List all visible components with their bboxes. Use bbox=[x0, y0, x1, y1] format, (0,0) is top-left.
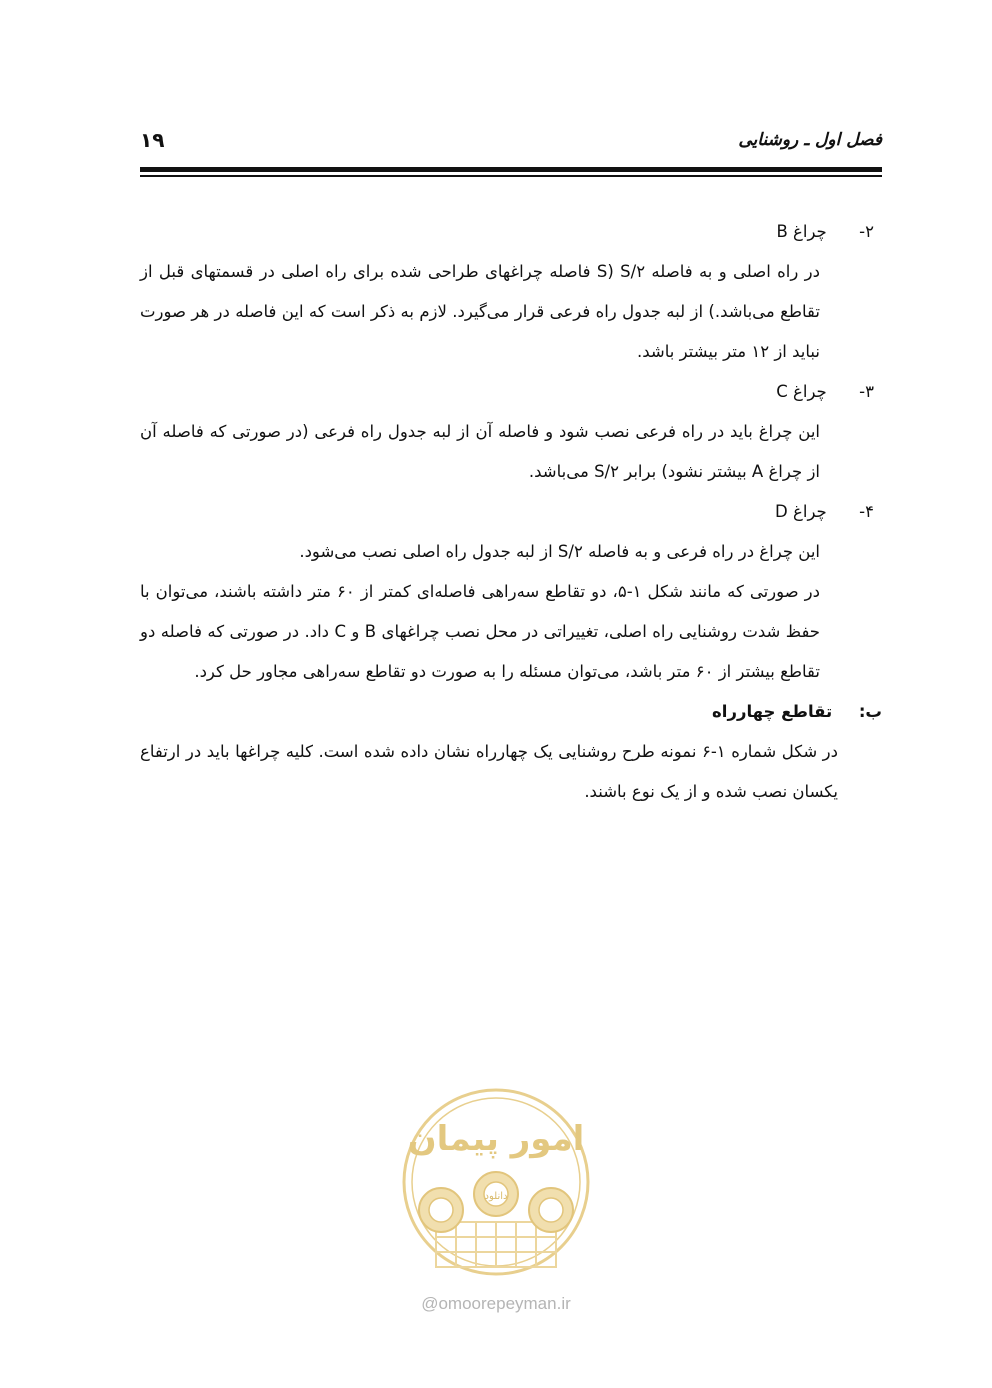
item-lamp-b bbox=[140, 212, 882, 372]
paragraph: این چراغ باید در راه فرعی نصب شود و فاصله آن از لبه جدول راه فرعی (در صورتی که فاصله آن از چراغ A بیشتر نشود) برابر S/۲ می‌باشد. bbox=[140, 422, 820, 481]
page-header bbox=[140, 128, 882, 162]
item-lamp-d bbox=[140, 492, 882, 692]
paragraph: در شکل شماره ۱-۶ نمونه طرح روشنایی یک چهارراه نشان داده شده است. کلیه چراغها باید در ارتفاع یکسان نصب شده و از یک نوع باشند. bbox=[140, 742, 838, 801]
header-rule-thin bbox=[140, 175, 882, 177]
watermark-logo-text: امور پیمان bbox=[407, 1119, 585, 1159]
page-content bbox=[140, 212, 882, 812]
watermark-url: @omoorepeyman.ir bbox=[421, 1294, 571, 1313]
section-four-way-intersection bbox=[140, 692, 882, 812]
item-heading bbox=[140, 212, 882, 252]
item-lamp-c bbox=[140, 372, 882, 492]
item-number: ۳- bbox=[859, 382, 874, 401]
item-title: چراغ B bbox=[776, 222, 827, 241]
item-heading bbox=[140, 372, 882, 412]
item-number: ۴- bbox=[859, 502, 874, 521]
item-title: چراغ D bbox=[775, 502, 827, 521]
paragraph: در راه اصلی و به فاصله S/۲ (S فاصله چراغهای طراحی شده برای راه اصلی در قسمتهای قبل از تقاطع می‌باشد.) از لبه جدول راه فرعی قرار می‌گیرد. لازم به ذکر است که این فاصله در هر صورت نباید از ۱۲ متر بیشتر باشد. bbox=[140, 262, 820, 361]
section-heading bbox=[140, 692, 882, 732]
item-title: چراغ C bbox=[776, 382, 827, 401]
section-marker: ب: bbox=[858, 702, 882, 721]
paragraph: این چراغ در راه فرعی و به فاصله S/۲ از لبه جدول راه اصلی نصب می‌شود. bbox=[299, 542, 820, 561]
header-rule-thick bbox=[140, 167, 882, 172]
page-number: ۱۹ bbox=[140, 128, 165, 152]
paragraph: در صورتی که مانند شکل ۱-۵، دو تقاطع سه‌راهی فاصله‌ای کمتر از ۶۰ متر داشته باشند، می‌توان با حفظ شدت روشنایی راه اصلی، تغییراتی در محل نصب چراغهای B و C داد. در صورتی که فاصله دو تقاطع بیشتر از ۶۰ متر باشد، می‌توان مسئله را به صورت دو تقاطع سه‌راهی مجاور حل کرد. bbox=[140, 582, 820, 681]
section-title: تقاطع چهارراه bbox=[712, 702, 833, 721]
item-number: ۲- bbox=[859, 222, 874, 241]
watermark-emblem-text: دانلود bbox=[484, 1191, 508, 1202]
item-heading bbox=[140, 492, 882, 532]
chapter-title: فصل اول ـ روشنایی bbox=[738, 130, 882, 150]
